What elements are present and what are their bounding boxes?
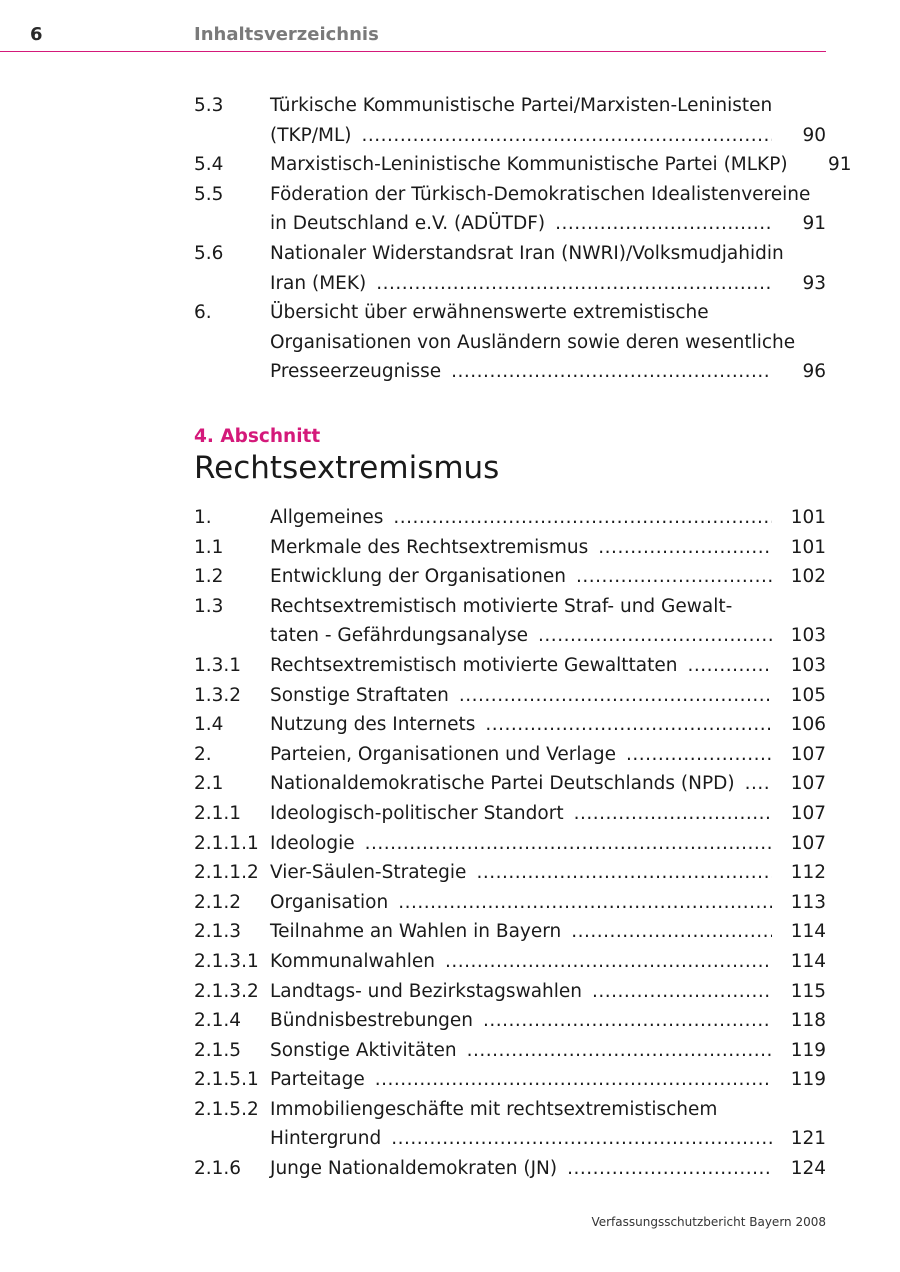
toc-entry-title: Teilnahme an Wahlen in Bayern <box>270 921 562 943</box>
toc-entry-page: 96 <box>802 361 826 383</box>
toc-entry-title: taten - Gefährdungsanalyse <box>270 625 529 647</box>
toc-entry <box>194 298 826 387</box>
toc-entry <box>194 681 826 711</box>
toc-entry-text <box>270 1006 826 1036</box>
toc-entry-text <box>270 592 826 651</box>
toc-entry-lastline <box>270 740 826 770</box>
toc-leader-dots <box>467 1036 772 1066</box>
toc-entry-page: 107 <box>790 832 826 854</box>
toc-entry-lastline <box>270 621 826 651</box>
toc-entry <box>194 858 826 888</box>
toc-entry <box>194 1065 826 1095</box>
toc-entry-number: 1.3 <box>194 595 224 617</box>
toc-entry <box>194 1154 826 1184</box>
toc-entry-text <box>270 150 852 180</box>
toc-entry-title: Merkmale des Rechtsextremismus <box>270 536 589 558</box>
toc-entry-number: 2.1.3 <box>194 921 242 943</box>
toc-entry-page: 119 <box>790 1039 826 1061</box>
toc-entry-title: Kommunalwahlen <box>270 950 435 972</box>
toc-leader-dots <box>485 710 772 740</box>
toc-entry-lastline <box>270 209 826 239</box>
toc-entry-text <box>270 1154 826 1184</box>
toc-entry-title: Ideologisch-politischer Standort <box>270 802 564 824</box>
toc-entry-text <box>270 562 826 592</box>
toc-list-top <box>194 91 852 387</box>
toc-entry <box>194 769 826 799</box>
toc-leader-dots <box>375 1065 772 1095</box>
toc-entry <box>194 503 826 533</box>
toc-entry-lastline <box>270 1036 826 1066</box>
toc-entry-title: Bündnisbestrebungen <box>270 1010 474 1032</box>
toc-entry-page: 103 <box>790 625 826 647</box>
toc-entry-lastline <box>270 799 826 829</box>
toc-entry-number: 1. <box>194 507 212 528</box>
toc-entry-lastline <box>270 651 826 681</box>
toc-entry-title: Marxistisch-Leninistische Kommunistische Partei (MLKP) <box>270 154 788 176</box>
toc-entry-title: Junge Nationaldemokraten (JN) <box>270 1158 558 1180</box>
toc-entry-text <box>270 91 826 150</box>
toc-entry-line: Rechtsextremistisch motivierte Straf- und Gewalt- <box>270 595 733 617</box>
toc-entry-number: 5.5 <box>194 183 224 205</box>
toc-leader-dots <box>391 1124 772 1154</box>
toc-entry <box>194 1006 826 1036</box>
toc-entry-page: 124 <box>790 1158 826 1180</box>
toc-leader-dots <box>688 651 773 681</box>
toc-entry <box>194 651 826 681</box>
toc-leader-dots <box>459 681 772 711</box>
toc-entry-text <box>270 769 826 799</box>
toc-entry <box>194 829 826 859</box>
toc-entry-page: 106 <box>790 714 826 736</box>
toc-entry-page: 114 <box>790 921 826 943</box>
toc-entry-text <box>270 1065 826 1095</box>
toc-entry-text <box>270 503 826 533</box>
toc-entry-number: 2.1.5 <box>194 1039 242 1061</box>
toc-entry <box>194 888 826 918</box>
toc-leader-dots <box>476 858 772 888</box>
toc-entry-text <box>270 1095 826 1154</box>
toc-entry-title: Sonstige Aktivitäten <box>270 1039 457 1061</box>
toc-entry-text <box>270 710 826 740</box>
toc-entry-text <box>270 858 826 888</box>
toc-entry-number: 2.1.1 <box>194 802 242 824</box>
toc-entry-page: 93 <box>802 272 826 294</box>
toc-entry-page: 121 <box>790 1128 826 1150</box>
toc-entry-title: Ideologie <box>270 832 355 854</box>
toc-entry-page: 119 <box>790 1069 826 1091</box>
toc-entry-title: in Deutschland e.V. (ADÜTDF) <box>270 213 546 235</box>
toc-entry <box>194 917 826 947</box>
toc-entry-lastline <box>270 858 826 888</box>
toc-entry-text <box>270 180 826 239</box>
toc-entry-text <box>270 533 826 563</box>
toc-entry-number: 5.4 <box>194 154 224 176</box>
toc-entry-number: 6. <box>194 302 212 324</box>
toc-entry-lastline <box>270 503 826 533</box>
toc-entry-number: 2.1.1.2 <box>194 862 259 884</box>
toc-leader-dots <box>483 1006 772 1036</box>
toc-leader-dots <box>574 799 772 829</box>
toc-leader-dots <box>376 269 772 299</box>
toc-entry-number: 1.3.1 <box>194 654 242 676</box>
toc-entry-title: (TKP/ML) <box>270 124 352 146</box>
toc-entry-number: 2.1.5.1 <box>194 1069 259 1091</box>
toc-entry-lastline <box>270 829 826 859</box>
toc-entry-text <box>270 239 826 298</box>
toc-entry-text <box>270 977 826 1007</box>
toc-entry-page: 112 <box>790 862 826 884</box>
toc-entry-title: Parteitage <box>270 1069 365 1091</box>
toc-list-section <box>194 503 826 1184</box>
toc-entry-lastline <box>270 769 826 799</box>
toc-entry-lastline <box>270 947 826 977</box>
toc-entry-page: 91 <box>802 213 826 235</box>
toc-leader-dots <box>592 977 772 1007</box>
toc-entry-page: 118 <box>790 1010 826 1032</box>
toc-entry-title: Landtags- und Bezirkstagswahlen <box>270 980 583 1002</box>
section-title: Rechtsextremismus <box>194 450 500 486</box>
toc-entry-lastline <box>270 710 826 740</box>
toc-leader-dots <box>576 562 772 592</box>
toc-leader-dots <box>365 829 772 859</box>
toc-entry <box>194 150 852 180</box>
toc-entry-number: 2.1.3.1 <box>194 950 259 972</box>
toc-entry-text <box>270 829 826 859</box>
toc-entry-lastline <box>270 562 826 592</box>
toc-entry-title: Vier-Säulen-Strategie <box>270 862 467 884</box>
toc-entry-text <box>270 651 826 681</box>
toc-entry-lastline <box>270 681 826 711</box>
toc-entry-lastline <box>270 150 852 180</box>
toc-leader-dots <box>567 1154 772 1184</box>
toc-entry <box>194 799 826 829</box>
toc-entry <box>194 239 826 298</box>
toc-entry <box>194 91 826 150</box>
toc-entry-title: Rechtsextremistisch motivierte Gewalttaten <box>270 654 678 676</box>
toc-entry-title: Organisation <box>270 891 389 913</box>
toc-leader-dots <box>598 533 772 563</box>
toc-entry-title: Hintergrund <box>270 1128 382 1150</box>
toc-entry-title: Presseerzeugnisse <box>270 361 442 383</box>
toc-entry-lastline <box>270 269 826 299</box>
toc-entry-number: 1.2 <box>194 566 224 588</box>
toc-leader-dots <box>571 917 772 947</box>
page-number: 6 <box>30 24 43 45</box>
toc-entry-number: 2.1.1.1 <box>194 832 259 854</box>
toc-entry <box>194 947 826 977</box>
section-label: 4. Abschnitt <box>194 426 321 447</box>
toc-entry-title: Entwicklung der Organisationen <box>270 566 566 588</box>
toc-entry-title: Iran (MEK) <box>270 272 367 294</box>
toc-entry-page: 105 <box>790 684 826 706</box>
toc-entry <box>194 180 826 239</box>
toc-entry <box>194 977 826 1007</box>
toc-entry-number: 2.1.2 <box>194 891 242 913</box>
toc-entry-number: 5.6 <box>194 242 224 264</box>
toc-entry-text <box>270 1036 826 1066</box>
toc-entry-number: 2.1.3.2 <box>194 980 259 1002</box>
toc-entry-page: 107 <box>790 773 826 795</box>
toc-entry-number: 1.4 <box>194 714 224 736</box>
toc-leader-dots <box>362 121 772 151</box>
toc-entry-page: 101 <box>790 536 826 558</box>
toc-entry-lastline <box>270 533 826 563</box>
toc-entry-lastline <box>270 357 826 387</box>
toc-entry-line: Übersicht über erwähnenswerte extremistische <box>270 302 709 324</box>
toc-entry-page: 113 <box>790 891 826 913</box>
toc-entry-number: 5.3 <box>194 95 224 116</box>
toc-entry-text <box>270 917 826 947</box>
toc-entry-lastline <box>270 977 826 1007</box>
toc-entry-title: Sonstige Straftaten <box>270 684 449 706</box>
toc-entry-number: 2.1.6 <box>194 1158 242 1180</box>
toc-entry-number: 2.1 <box>194 773 224 795</box>
toc-leader-dots <box>445 947 772 977</box>
toc-entry-title: Allgemeines <box>270 507 384 528</box>
toc-entry-lastline <box>270 917 826 947</box>
toc-entry-lastline <box>270 1154 826 1184</box>
toc-entry <box>194 710 826 740</box>
toc-entry-text <box>270 681 826 711</box>
toc-entry-title: Nutzung des Internets <box>270 714 476 736</box>
toc-entry-page: 115 <box>790 980 826 1002</box>
toc-entry <box>194 1095 826 1154</box>
header-title: Inhaltsverzeichnis <box>194 24 379 45</box>
toc-entry-line: Organisationen von Ausländern sowie deren wesentliche <box>270 331 796 353</box>
toc-entry-number: 2. <box>194 743 212 765</box>
toc-entry-line: Föderation der Türkisch-Demokratischen Idealistenvereine <box>270 183 811 205</box>
toc-entry-page: 107 <box>790 802 826 824</box>
toc-entry-lastline <box>270 888 826 918</box>
toc-leader-dots <box>393 503 772 533</box>
toc-entry-text <box>270 947 826 977</box>
toc-entry-page: 101 <box>790 507 826 528</box>
toc-entry-page: 103 <box>790 654 826 676</box>
toc-leader-dots <box>398 888 772 918</box>
toc-entry-page: 102 <box>790 566 826 588</box>
toc-entry-lastline <box>270 1124 826 1154</box>
toc-entry <box>194 533 826 563</box>
toc-entry-page: 90 <box>802 124 826 146</box>
toc-leader-dots <box>745 769 772 799</box>
toc-entry <box>194 562 826 592</box>
toc-leader-dots <box>555 209 772 239</box>
header-rule <box>0 51 826 52</box>
toc-entry-line: Nationaler Widerstandsrat Iran (NWRI)/Volksmudjahidin <box>270 242 784 264</box>
toc-entry-lastline <box>270 1006 826 1036</box>
page-footer: Verfassungsschutzbericht Bayern 2008 <box>591 1215 826 1229</box>
toc-entry <box>194 740 826 770</box>
toc-entry-line: Immobiliengeschäfte mit rechtsextremistischem <box>270 1098 718 1120</box>
toc-entry-page: 107 <box>790 743 826 765</box>
toc-entry-title: Parteien, Organisationen und Verlage <box>270 743 616 765</box>
toc-leader-dots <box>626 740 772 770</box>
toc-entry <box>194 592 826 651</box>
toc-leader-dots <box>451 357 772 387</box>
toc-leader-dots <box>538 621 772 651</box>
toc-entry-number: 2.1.4 <box>194 1010 242 1032</box>
toc-entry-number: 1.3.2 <box>194 684 242 706</box>
toc-entry-text <box>270 888 826 918</box>
toc-entry-lastline <box>270 1065 826 1095</box>
toc-entry-text <box>270 799 826 829</box>
toc-entry <box>194 1036 826 1066</box>
toc-entry-page: 91 <box>828 154 852 176</box>
toc-entry-title: Nationaldemokratische Partei Deutschlands (NPD) <box>270 773 735 795</box>
toc-entry-page: 114 <box>790 950 826 972</box>
toc-entry-line: Türkische Kommunistische Partei/Marxisten-Leninisten <box>270 95 773 116</box>
toc-entry-number: 1.1 <box>194 536 224 558</box>
toc-entry-lastline <box>270 121 826 151</box>
toc-entry-number: 2.1.5.2 <box>194 1098 259 1120</box>
toc-entry-text <box>270 740 826 770</box>
toc-entry-text <box>270 298 826 387</box>
